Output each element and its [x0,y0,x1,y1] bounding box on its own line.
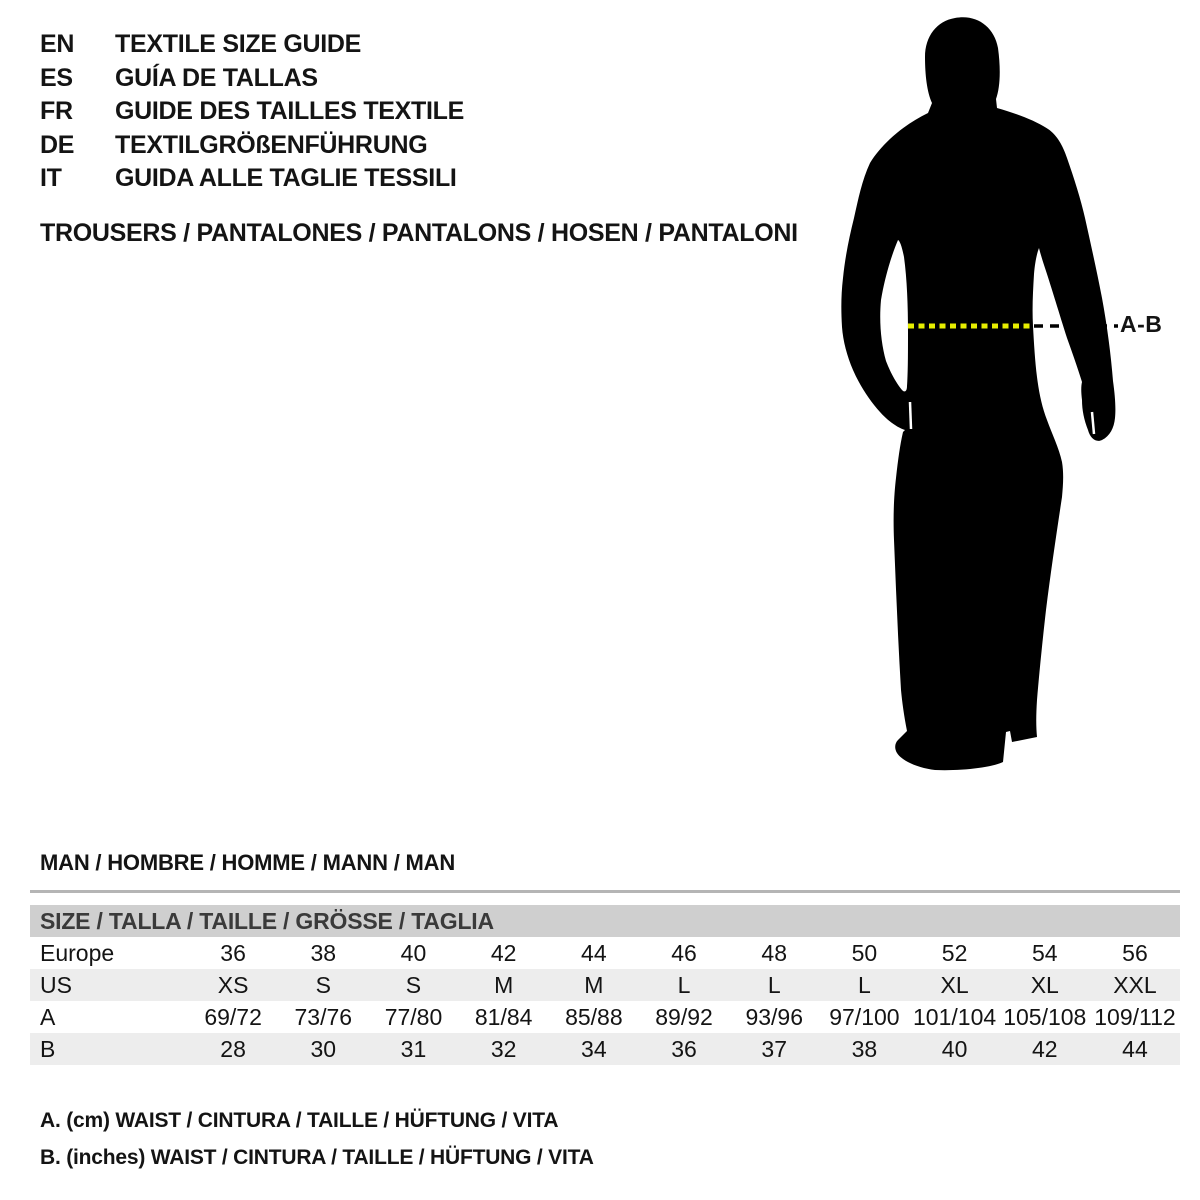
table-cell: 52 [941,939,968,966]
table-row-europe [30,937,1180,969]
table-cell: 38 [310,939,337,966]
category-title: TROUSERS / PANTALONES / PANTALONS / HOSEN / PANTALONI [40,219,798,247]
table-cell: XXL [1113,971,1157,998]
language-list [40,28,464,196]
size-table-header: SIZE / TALLA / TAILLE / GRÖSSE / TAGLIA [30,905,1180,937]
table-cell: 36 [671,1035,697,1062]
table-cell: XL [940,971,969,998]
table-cell: 44 [1122,1035,1148,1062]
table-cell: 40 [400,939,427,966]
language-row-it [40,162,464,196]
row-label: A [40,1003,56,1030]
language-code: IT [40,164,62,193]
table-cell: 77/80 [384,1003,443,1030]
note-a-cm: A. (cm) WAIST / CINTURA / TAILLE / HÜFTUNG / VITA [40,1108,559,1132]
pocket-thumb-notch [910,402,911,429]
language-label: GUIDA ALLE TAGLIE TESSILI [115,164,457,193]
language-row-en [40,28,464,62]
table-cell: 44 [581,939,607,966]
table-cell: 46 [671,939,697,966]
table-cell: S [315,971,331,998]
man-silhouette-path [841,17,1115,770]
table-cell: 89/92 [655,1003,713,1030]
row-label: Europe [40,939,115,966]
table-cell: 31 [400,1035,427,1062]
table-cell: L [858,971,871,998]
table-row-b-inches [30,1033,1180,1065]
table-cell: 97/100 [829,1003,900,1030]
table-cell: 73/76 [294,1003,353,1030]
note-b-inches: B. (inches) WAIST / CINTURA / TAILLE / HÜFTUNG / VITA [40,1145,594,1169]
measurement-notes [40,1102,594,1176]
man-silhouette-icon [830,0,1150,780]
row-label: B [40,1035,56,1062]
table-cell: 48 [761,939,788,966]
table-cell: 54 [1031,939,1058,966]
table-cell: 42 [1031,1035,1058,1062]
table-cell: 50 [851,939,878,966]
language-code: EN [40,30,75,59]
table-cell: 38 [851,1035,878,1062]
language-code: DE [40,130,75,159]
table-cell: L [677,971,691,998]
table-cell: 85/88 [565,1003,623,1030]
table-cell: 37 [761,1035,788,1062]
section-title-man: MAN / HOMBRE / HOMME / MANN / MAN [40,850,456,875]
row-label: US [40,971,72,998]
language-label: GUIDE DES TAILLES TEXTILE [115,97,465,126]
table-cell: XS [217,971,249,998]
table-cell: 93/96 [745,1003,803,1030]
table-cell: 81/84 [474,1003,533,1030]
language-row-fr [40,95,464,129]
language-code: ES [40,63,73,92]
table-cell: 34 [581,1035,607,1062]
language-row-es [40,62,464,96]
language-row-de [40,129,464,163]
table-cell: 105/108 [1003,1003,1087,1030]
table-cell: XL [1030,971,1059,998]
table-cell: 28 [220,1035,246,1062]
language-label: TEXTILGRÖßENFÜHRUNG [115,130,428,159]
table-cell: L [767,971,781,998]
language-label: GUÍA DE TALLAS [115,63,318,92]
table-cell: 69/72 [204,1003,262,1030]
table-cell: 36 [220,939,246,966]
table-top-rule [30,890,1180,893]
size-table [30,890,1180,1065]
table-cell: M [494,971,514,998]
table-cell: 32 [490,1035,517,1062]
table-cell: 42 [490,939,517,966]
language-label: TEXTILE SIZE GUIDE [115,30,362,59]
language-code: FR [40,97,73,126]
table-cell: 30 [310,1035,337,1062]
table-row-us [30,969,1180,1001]
table-cell: 40 [941,1035,968,1062]
table-cell: S [405,971,422,998]
table-row-a-cm [30,1001,1180,1033]
measure-label-ab: A-B [1120,311,1163,337]
table-cell: 109/112 [1094,1003,1176,1030]
table-cell: 56 [1122,939,1148,966]
table-cell: M [584,971,604,998]
table-cell: 101/104 [913,1003,997,1030]
